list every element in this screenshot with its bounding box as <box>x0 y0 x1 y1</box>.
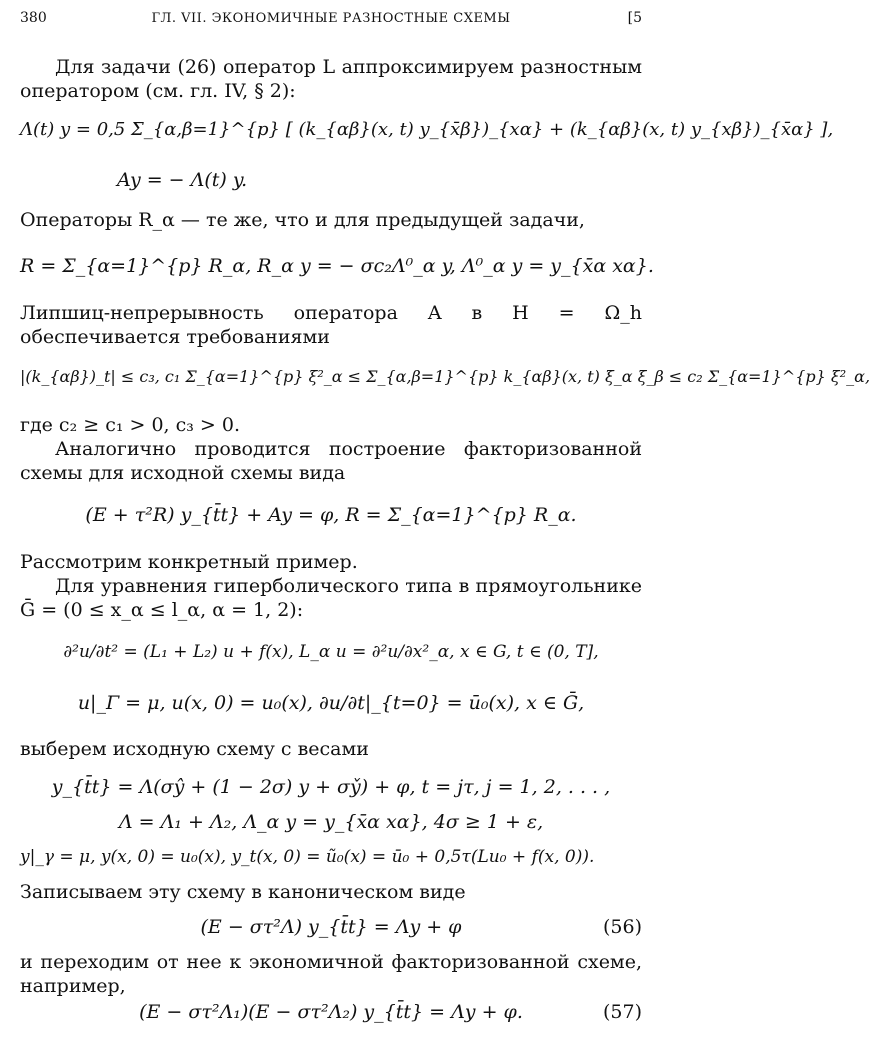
section-mark: [5 <box>627 10 642 26</box>
formula-boundary-conditions: u|_Γ = μ, u(x, 0) = u₀(x), ∂u/∂t|_{t=0} = ū₀(x), x ∈ Ḡ, <box>77 692 585 714</box>
paragraph-4: где c₂ ≥ c₁ > 0, c₃ > 0. <box>20 414 241 436</box>
equation-number-57: (57) <box>602 1001 642 1023</box>
formula-economical-body: (E − στ²Λ₁)(E − στ²Λ₂) y_{t̄t} = Λy + φ. <box>139 1001 523 1023</box>
paragraph-1: Для задачи (26) оператор L аппроксимируем разностным оператором (см. гл. IV, § 2): <box>20 56 642 102</box>
formula-canonical-form <box>20 915 642 939</box>
formula-lambda-operator: Λ(t) y = 0,5 Σ_{α,β=1}^{p} [ (k_{αβ}(x, t) y_{x̄β})_{xα} + (k_{αβ}(x, t) y_{xβ})_{x̄α} ], <box>20 119 834 140</box>
formula-weighted-scheme: y_{t̄t} = Λ(σŷ + (1 − 2σ) y + σy̌) + φ, t = jτ, j = 1, 2, . . . , <box>51 776 611 798</box>
formula-initial-conditions: y|_γ = μ, y(x, 0) = u₀(x), y_t(x, 0) = ũ₀(x) = ū₀ + 0,5τ(Lu₀ + f(x, 0)). <box>20 847 595 867</box>
formula-a-operator: Ay = − Λ(t) y. <box>117 169 248 191</box>
formula-lambda-sum: Λ = Λ₁ + Λ₂, Λ_α y = y_{x̄α xα}, 4σ ≥ 1 + ε, <box>118 811 544 833</box>
formula-r-operator: R = Σ_{α=1}^{p} R_α, R_α y = − σc₂Λ⁰_α y, Λ⁰_α y = y_{x̄α xα}. <box>20 255 654 277</box>
formula-lipschitz-conditions: |(k_{αβ})_t| ≤ c₃, c₁ Σ_{α=1}^{p} ξ²_α ≤ Σ_{α,β=1}^{p} k_{αβ}(x, t) ξ_α ξ_β ≤ c₂ Σ_{α=1}^{p} ξ²_α, <box>20 367 870 386</box>
paragraph-5: Аналогично проводится построение факторизованной схемы для исходной схемы вида <box>20 438 642 484</box>
chapter-title: ГЛ. VII. ЭКОНОМИЧНЫЕ РАЗНОСТНЫЕ СХЕМЫ <box>151 11 511 26</box>
formula-factorized-scheme: (E + τ²R) y_{t̄t} + Ay = φ, R = Σ_{α=1}^{p} R_α. <box>85 504 577 526</box>
paragraph-2: Операторы R_α — те же, что и для предыдущей задачи, <box>20 209 585 231</box>
paragraph-10: и переходим от нее к экономичной факторизованной схеме, например, <box>20 951 642 997</box>
formula-canonical-body: (E − στ²Λ) y_{t̄t} = Λy + φ <box>200 916 462 938</box>
formula-economical-factorized-scheme <box>20 1000 642 1024</box>
equation-number-56: (56) <box>602 916 642 938</box>
running-header <box>20 10 642 30</box>
paragraph-3: Липшиц-непрерывность оператора A в H = Ω_h обеспечивается требованиями <box>20 302 642 348</box>
paragraph-6: Рассмотрим конкретный пример. <box>20 551 358 573</box>
page-number: 380 <box>20 10 47 26</box>
paragraph-8: выберем исходную схему с весами <box>20 738 369 760</box>
paragraph-9: Записываем эту схему в каноническом виде <box>20 881 466 903</box>
formula-hyperbolic-equation: ∂²u/∂t² = (L₁ + L₂) u + f(x), L_α u = ∂²u/∂x²_α, x ∈ G, t ∈ (0, T], <box>63 642 599 662</box>
paragraph-7: Для уравнения гиперболического типа в прямоугольнике Ḡ = (0 ≤ x_α ≤ l_α, α = 1, 2): <box>20 575 642 621</box>
